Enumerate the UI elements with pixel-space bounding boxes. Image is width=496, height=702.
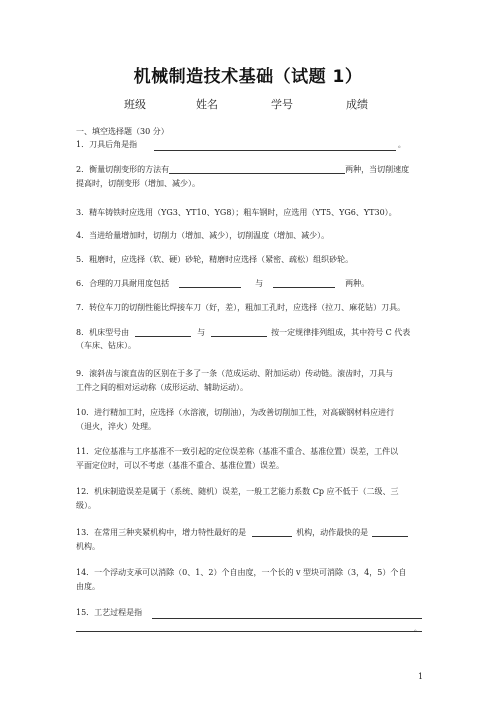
question-6-text: 6．合理的刀具耐用度包括 <box>76 279 170 288</box>
question-1-text: 1．刀具后角是指 <box>76 140 138 149</box>
question-6-text-b: 与 <box>255 279 264 288</box>
question-13-text: 13．在常用三种夹紧机构中，增力特性最好的是 <box>76 528 247 537</box>
question-6-text-c: 两种。 <box>345 279 370 288</box>
question-13 <box>76 526 422 540</box>
question-15-blank-2[interactable] <box>76 631 422 632</box>
question-15-blank-1[interactable] <box>152 618 422 619</box>
question-15-text: 15．工艺过程是指 <box>76 608 143 617</box>
question-7: 7．转位车刀的切削性能比焊接车刀（好，差），粗加工孔时，应选择（拉刀、麻花钻）刀具。 <box>76 303 406 312</box>
question-8-continuation: （车床、钻床）。 <box>76 341 136 350</box>
question-10-continuation: （退火，淬火）处理。 <box>76 422 156 431</box>
question-2-text: 2．衡量切削变形的方法有 <box>76 165 170 174</box>
section-heading: 一、填空选择题（30 分） <box>76 127 169 136</box>
class-field-label: 班级 <box>124 98 146 111</box>
question-5: 5．粗磨时，应选择（软、硬）砂轮，精磨时应选择（紧密、疏松）组织砂轮。 <box>76 255 354 264</box>
question-1-end: 。 <box>398 141 405 149</box>
question-11: 11．定位基准与工序基准不一致引起的定位误差称（基准不重合、基准位置）误差，工件以 <box>76 447 399 456</box>
question-6 <box>76 277 422 291</box>
question-6-blank-1[interactable] <box>179 277 241 288</box>
question-8-text-b: 与 <box>197 328 206 337</box>
question-13-text-b: 机构，动作最快的是 <box>296 528 369 537</box>
question-4: 4．当进给量增加时，切削力（增加、减少），切削温度（增加、减少）。 <box>76 231 330 240</box>
question-9-continuation: 工件之间的相对运动称（成形运动、辅助运动）。 <box>76 383 248 392</box>
question-9: 9．滚斜齿与滚直齿的区别在于多了一条（范成运动、附加运动）传动链。滚齿时，刀具与 <box>76 369 394 378</box>
question-6-blank-2[interactable] <box>273 277 335 288</box>
question-2-text-b: 两种，当切削速度 <box>345 165 410 174</box>
question-15-end: 。 <box>414 625 421 633</box>
question-8-text-c: 按一定规律排列组成，其中符号 C 代表 <box>271 328 411 337</box>
student-id-field-label: 学号 <box>271 98 293 111</box>
question-3: 3．精车铸铁时应选用（YG3、YT10、YG8）；粗车钢时，应选用（YT5、YG6、YT30）。 <box>76 208 397 217</box>
question-2 <box>76 163 422 177</box>
question-14-continuation: 由度。 <box>76 582 100 591</box>
question-12: 12．机床制造误差是属于（系统、随机）误差，一般工艺能力系数 Cp 应不低于（二级、三 <box>76 487 399 496</box>
score-field-label: 成绩 <box>346 98 368 111</box>
question-1-blank[interactable] <box>154 150 396 151</box>
question-13-blank-2[interactable] <box>372 526 408 537</box>
question-2-continuation: 提高时，切削变形（增加、减少）。 <box>76 179 200 188</box>
question-13-blank-1[interactable] <box>252 526 292 537</box>
exam-title: 机械制造技术基础（试题 1） <box>133 67 363 87</box>
question-8-blank-2[interactable] <box>211 326 267 337</box>
question-2-blank[interactable] <box>169 163 345 174</box>
question-11-continuation: 平面定位时，可以不考虑（基准不重合、基准位置）误差。 <box>76 461 284 470</box>
name-field-label: 姓名 <box>196 98 218 111</box>
question-8-blank-1[interactable] <box>135 326 191 337</box>
question-13-continuation: 机构。 <box>76 542 100 551</box>
question-12-continuation: 级）。 <box>76 501 96 510</box>
question-8-text: 8．机床型号由 <box>76 328 130 337</box>
question-14: 14．一个浮动支承可以消除（0、1、2）个自由度，一个长的 v 型块可消除（3，4，5）个自 <box>76 568 407 577</box>
question-10: 10．进行精加工时，应选择（水溶液，切削油），为改善切削加工性，对高碳钢材料应进行 <box>76 408 395 417</box>
page-number: 1 <box>418 672 424 681</box>
question-8 <box>76 326 422 340</box>
